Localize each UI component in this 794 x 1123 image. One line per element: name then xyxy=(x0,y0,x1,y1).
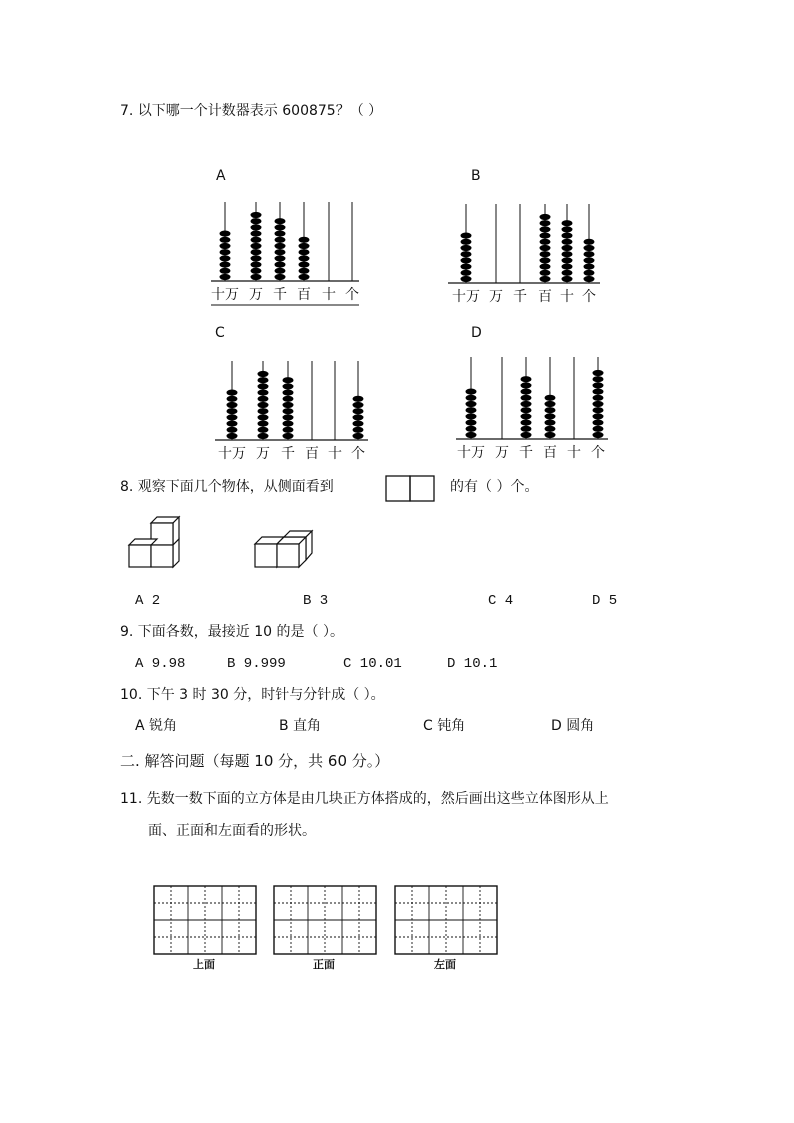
place-label: 万 xyxy=(489,289,503,305)
place-label: 千 xyxy=(519,445,533,461)
view-grid-2 xyxy=(274,886,376,971)
option-label: B xyxy=(471,168,481,184)
q10-choice-a[interactable]: A 锐角 xyxy=(135,718,178,734)
q8-text-before: 8. 观察下面几个物体，从侧面看到 xyxy=(120,479,334,495)
place-label: 个 xyxy=(591,445,605,461)
place-label: 百 xyxy=(538,289,552,305)
place-label: 十 xyxy=(560,289,574,305)
place-label: 万 xyxy=(495,445,509,461)
grid-label: 上面 xyxy=(193,958,215,971)
place-label: 十 xyxy=(567,445,581,461)
place-label: 十万 xyxy=(211,287,239,303)
option-label: A xyxy=(216,168,226,184)
q10-choice-c[interactable]: C 钝角 xyxy=(423,718,466,734)
q10-choice-d[interactable]: D 圆角 xyxy=(551,718,595,734)
place-label: 十 xyxy=(322,287,336,303)
q9-choice-a[interactable]: A 9.98 xyxy=(135,656,186,672)
q8-choice-a[interactable]: A 2 xyxy=(135,593,161,609)
q7-text: 7. 以下哪一个计数器表示 600875？（ ） xyxy=(120,103,383,119)
place-label: 千 xyxy=(513,289,527,305)
place-label: 百 xyxy=(305,446,319,462)
option-label: C xyxy=(215,325,225,341)
q9-choice-b[interactable]: B 9.999 xyxy=(227,656,286,672)
q8-choice-c[interactable]: C 4 xyxy=(488,593,514,609)
q11-line-2: 面、正面和左面看的形状。 xyxy=(148,823,316,839)
option-label: D xyxy=(471,325,482,341)
q8-choice-d[interactable]: D 5 xyxy=(592,593,618,609)
q9-choice-d[interactable]: D 10.1 xyxy=(447,656,498,672)
place-label: 个 xyxy=(345,287,359,303)
place-label: 十万 xyxy=(218,446,246,462)
place-label: 万 xyxy=(249,287,263,303)
q9-text: 9. 下面各数，最接近 10 的是（ ）。 xyxy=(120,624,344,640)
place-label: 十万 xyxy=(452,289,480,305)
q8-text-after: 的有（ ）个。 xyxy=(450,479,539,495)
place-label: 千 xyxy=(273,287,287,303)
q11-line-1: 11. 先数一数下面的立方体是由几块正方体搭成的，然后画出这些立体图形从上 xyxy=(120,791,609,807)
place-label: 个 xyxy=(582,289,596,305)
q8-choice-b[interactable]: B 3 xyxy=(303,593,329,609)
place-label: 百 xyxy=(543,445,557,461)
q9-choice-c[interactable]: C 10.01 xyxy=(343,656,402,672)
place-label: 个 xyxy=(351,446,365,462)
place-label: 万 xyxy=(256,446,270,462)
grid-label: 左面 xyxy=(434,958,456,971)
place-label: 千 xyxy=(281,446,295,462)
view-grid-3 xyxy=(395,886,497,971)
place-label: 百 xyxy=(297,287,311,303)
q10-choice-b[interactable]: B 直角 xyxy=(279,718,322,734)
grid-label: 正面 xyxy=(313,958,335,971)
q10-text: 10. 下午 3 时 30 分，时针与分针成（ ）。 xyxy=(120,687,385,703)
place-label: 十 xyxy=(328,446,342,462)
section-2-heading: 二. 解答问题（每题 10 分，共 60 分。） xyxy=(120,752,390,770)
view-grid-1 xyxy=(154,886,256,971)
place-label: 十万 xyxy=(457,445,485,461)
